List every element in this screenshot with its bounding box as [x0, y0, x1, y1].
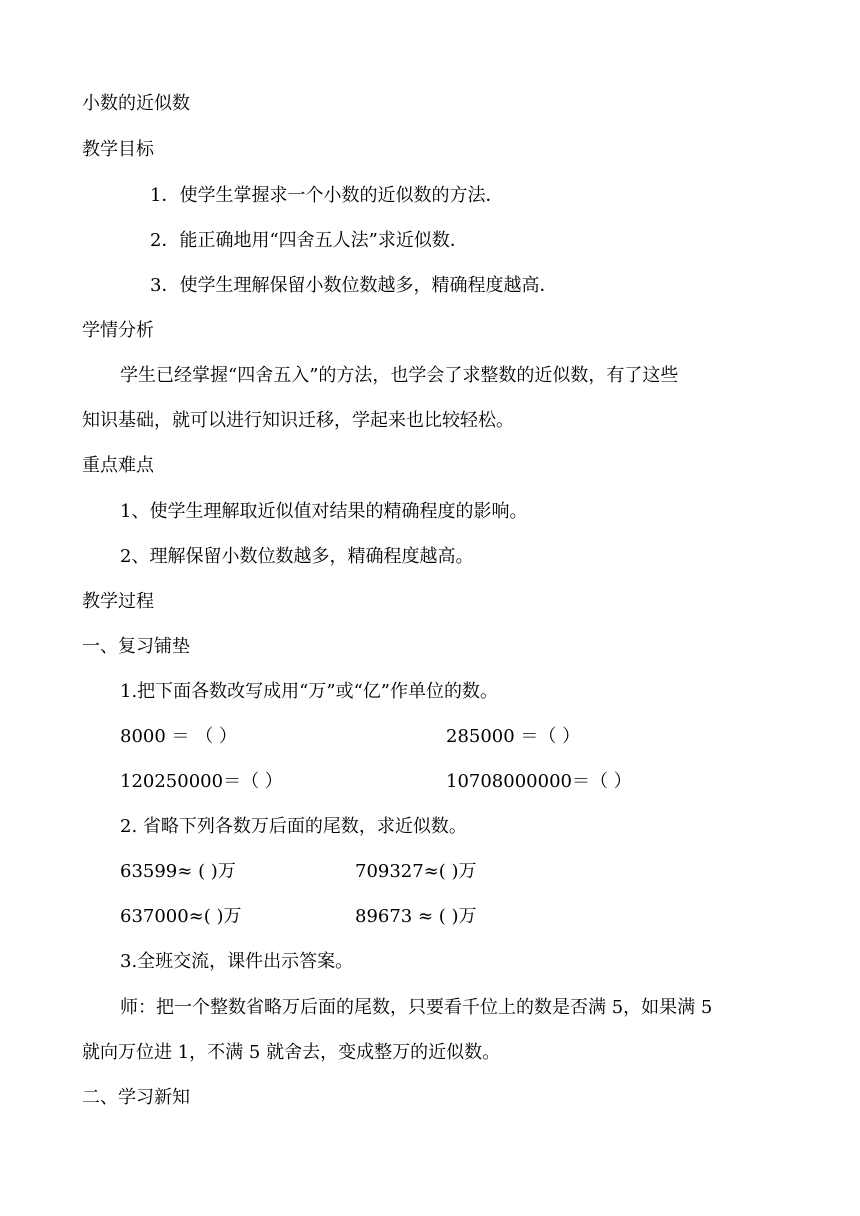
exercise-item: 637000≈( )万 [120, 906, 242, 927]
exercise-item: 120250000＝（ ） [120, 771, 283, 792]
section-heading-goals: 教学目标 [82, 139, 154, 160]
part-heading-review: 一、复习铺垫 [82, 636, 190, 657]
task-instruction: 2. 省略下列各数万后面的尾数，求近似数。 [120, 816, 467, 837]
key-point-item: 2、理解保留小数位数越多，精确程度越高。 [120, 546, 474, 567]
goal-item: 1．使学生掌握求一个小数的近似数的方法． [150, 185, 504, 206]
exercise-item: 63599≈ ( )万 [120, 861, 236, 882]
exercise-item: 8000 ＝ （ ） [120, 726, 237, 747]
teacher-remark-line: 师：把一个整数省略万后面的尾数，只要看千位上的数是否满 5，如果满 5 [120, 997, 713, 1018]
exercise-item: 285000 ＝（ ） [446, 726, 581, 747]
exercise-item: 10708000000＝（ ） [446, 771, 632, 792]
section-heading-key-points: 重点难点 [82, 455, 154, 476]
exercise-item: 709327≈( )万 [355, 861, 477, 882]
task-instruction: 1.把下面各数改写成用“万”或“亿”作单位的数。 [120, 681, 498, 702]
key-point-item: 1、使学生理解取近似值对结果的精确程度的影响。 [120, 501, 528, 522]
analysis-paragraph-line: 学生已经掌握“四舍五入”的方法，也学会了求整数的近似数，有了这些 [120, 365, 679, 386]
goal-item: 2．能正确地用“四舍五人法”求近似数． [150, 230, 468, 251]
exercise-item: 89673 ≈ ( )万 [355, 906, 477, 927]
analysis-paragraph-line: 知识基础，就可以进行知识迁移，学起来也比较轻松。 [82, 410, 514, 431]
section-heading-process: 教学过程 [82, 591, 154, 612]
part-heading-new-knowledge: 二、学习新知 [82, 1087, 190, 1108]
section-heading-analysis: 学情分析 [82, 320, 154, 341]
task-instruction: 3.全班交流，课件出示答案。 [120, 951, 354, 972]
teacher-remark-line: 就向万位进 1，不满 5 就舍去，变成整万的近似数。 [82, 1042, 501, 1063]
goal-item: 3．使学生理解保留小数位数越多，精确程度越高． [150, 275, 558, 296]
lesson-title: 小数的近似数 [82, 93, 190, 114]
